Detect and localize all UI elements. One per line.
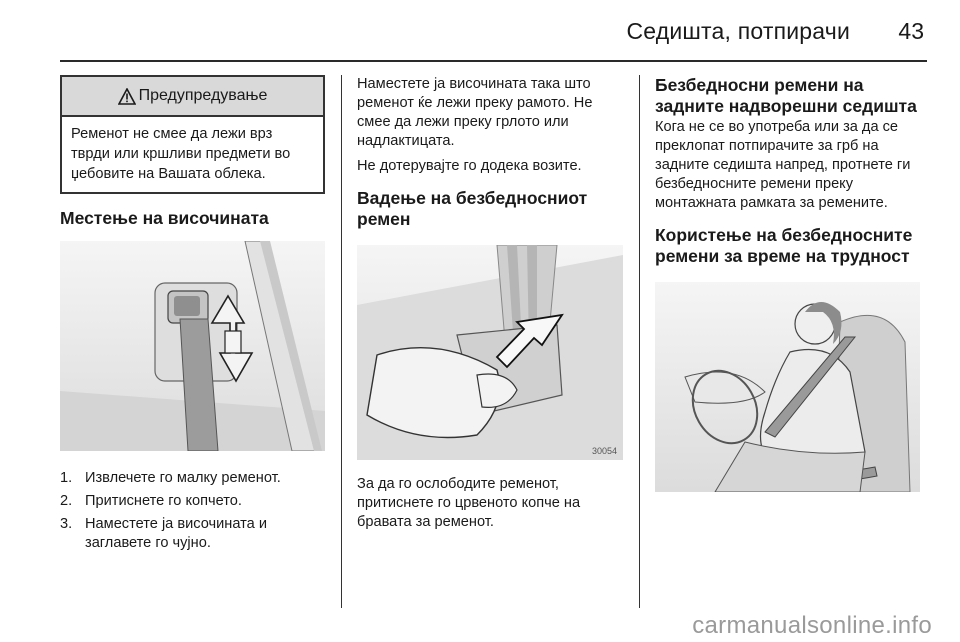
rear-belts-heading: Безбедносни ремени на задните надворешни седишта	[655, 75, 917, 116]
adjust-paragraph: Наместете ја височината така што ременот ќе лежи преку рамото. Не смее да лежи преку грлото или надлактицата.	[357, 76, 593, 149]
page-number: 43	[898, 18, 924, 44]
removal-text: За да го ослободите ременот, притиснете го црвеното копче на бравата за ременот.	[357, 476, 581, 530]
no-driving-paragraph: Не дотерувајте го додека возите.	[357, 158, 582, 174]
step-2: 2. Притиснете го копчето.	[60, 493, 242, 509]
warning-text: Ременот не смее да лежи врз тврди или кршливи предмети во џебовите на Вашата облека.	[71, 126, 291, 182]
pregnancy-belt-figure	[655, 282, 920, 492]
buckle-release-illustration	[357, 245, 623, 460]
header-rule	[60, 60, 927, 62]
watermark-text: carmanualsonline.info	[692, 612, 932, 639]
height-adjustment-heading: Местење на височината	[60, 208, 269, 228]
figure-id: 30054	[591, 446, 617, 456]
pregnancy-heading: Користење на безбедносните ремени за време на трудност	[655, 225, 913, 266]
height-steps-list	[60, 469, 325, 553]
column-right	[655, 75, 927, 492]
column-divider-1	[341, 75, 342, 608]
warning-header	[62, 77, 323, 117]
warning-box	[60, 75, 325, 194]
step-3: 3. Наместете ја височината и заглавете го чујно.	[60, 516, 267, 551]
height-adjuster-illustration	[60, 241, 325, 451]
pregnancy-belt-illustration	[655, 282, 920, 492]
removal-heading: Вадење на безбедносниот ремен	[357, 188, 588, 229]
page-header-title: Седишта, потпирачи	[626, 18, 850, 44]
step-1: 1. Извлечете го малку ременот.	[60, 470, 281, 486]
warning-title: Предупредување	[138, 87, 268, 104]
warning-triangle-icon	[118, 88, 136, 105]
rear-belts-text: Кога не се во употреба или за да се преклопат потпирачите за грб на задните седишта напред, протнете ги безбедносните ремени преку монтажната рамката за ремените.	[655, 119, 911, 211]
height-adjuster-figure	[60, 241, 325, 451]
column-middle	[357, 75, 623, 532]
buckle-release-figure	[357, 245, 623, 460]
column-divider-2	[639, 75, 640, 608]
column-left	[60, 75, 325, 557]
